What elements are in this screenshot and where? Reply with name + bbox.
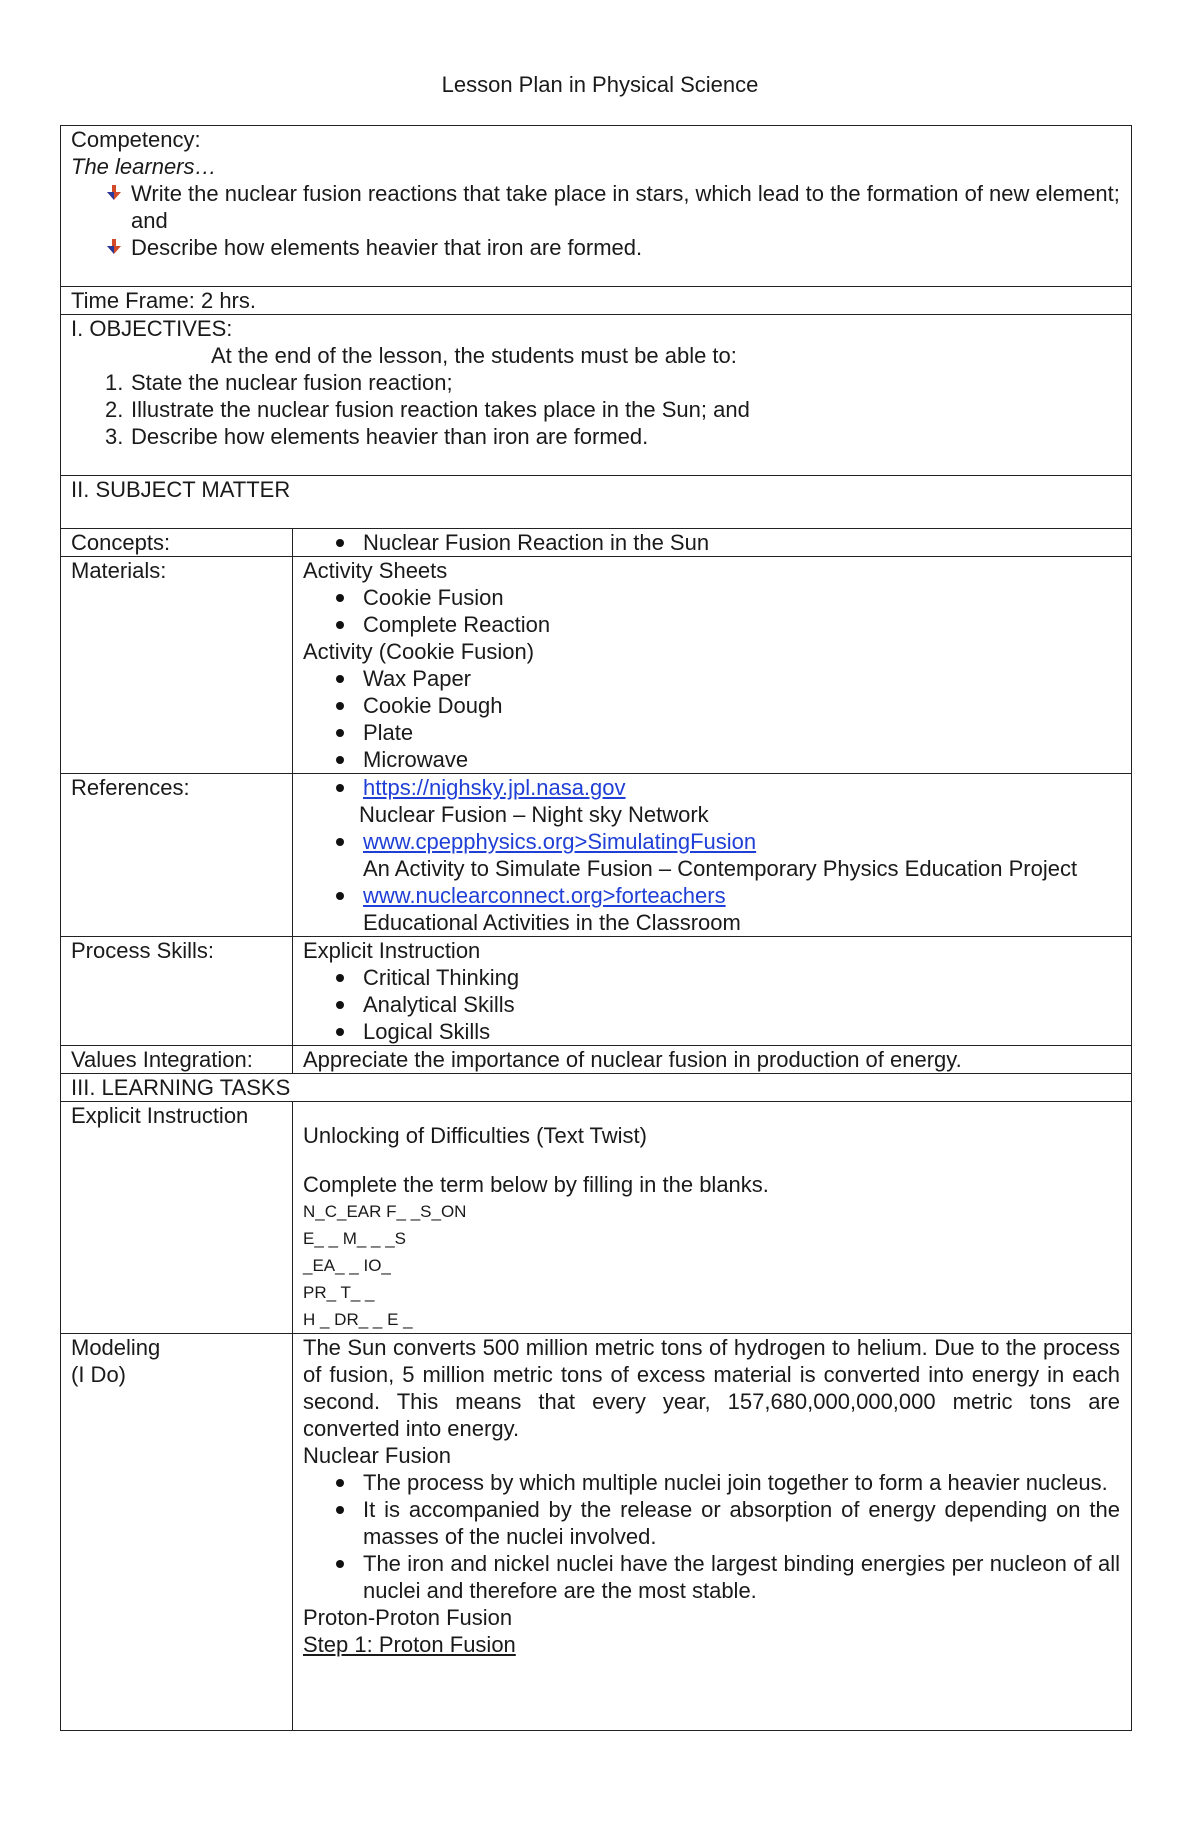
competency-item-1: Write the nuclear fusion reactions that take place in stars, which lead to the formation of new element; and: [131, 181, 1120, 233]
item-number: 3.: [105, 424, 124, 449]
reference-desc-2: An Activity to Simulate Fusion – Contemporary Physics Education Project: [363, 856, 1078, 881]
list-item: [71, 423, 1120, 450]
list-item: [303, 1469, 1120, 1496]
sheet-item: Cookie Fusion: [363, 585, 504, 610]
modeling-paragraph: The Sun converts 500 million metric tons of hydrogen to helium. Due to the process of fusion, 5 million metric tons of excess material is converted into energy in each second. This means that every year, 157,680,000,000,000 metric tons are converted into energy.: [303, 1335, 1120, 1441]
list-item: [71, 180, 1120, 234]
time-frame: Time Frame: 2 hrs.: [71, 288, 256, 313]
step1-heading: Step 1: Proton Fusion: [303, 1632, 516, 1657]
bullet-icon: [336, 675, 344, 683]
concepts-label: Concepts:: [71, 530, 171, 555]
values-row: [61, 1046, 1132, 1074]
concepts-row: [61, 529, 1132, 557]
term-5: H _ DR_ _ E _: [303, 1310, 413, 1329]
bullet-icon: [336, 1001, 344, 1009]
process-item: Critical Thinking: [363, 965, 520, 990]
activity-sheets-label: Activity Sheets: [303, 558, 448, 583]
process-list: [303, 964, 1120, 1045]
subject-matter-label: II. SUBJECT MATTER: [71, 477, 291, 502]
competency-row: [61, 126, 1132, 287]
bullet-icon: [336, 1560, 344, 1568]
term-2: E_ _ M_ _ _S: [303, 1229, 407, 1248]
materials-label: Materials:: [71, 558, 167, 583]
objectives-row: [61, 315, 1132, 476]
list-item: [303, 1496, 1120, 1550]
item-number: 1.: [105, 370, 124, 395]
references-list: [303, 828, 1120, 855]
bullet-icon: [336, 621, 344, 629]
bullet-icon: [336, 539, 344, 547]
bullet-icon: [336, 838, 344, 846]
objectives-label: I. OBJECTIVES:: [71, 316, 233, 341]
document-title: Lesson Plan in Physical Science: [441, 72, 759, 97]
list-item: [71, 234, 1120, 261]
objective-text: Illustrate the nuclear fusion reaction takes place in the Sun; and: [131, 397, 750, 422]
values-text: Appreciate the importance of nuclear fusion in production of energy.: [303, 1047, 962, 1072]
time-frame-row: [61, 287, 1132, 315]
objectives-list: [71, 369, 1120, 450]
reference-link-2[interactable]: www.cpepphysics.org>SimulatingFusion: [363, 829, 757, 854]
arrow-down-bullet-icon: [105, 184, 123, 202]
list-item: [303, 828, 1120, 855]
concepts-list: [303, 529, 1120, 556]
process-skills-label: Process Skills:: [71, 938, 215, 963]
complete-instruction: Complete the term below by filling in the blanks.: [303, 1172, 769, 1197]
list-item: [303, 746, 1120, 773]
materials-row: [61, 557, 1132, 774]
list-item: [303, 584, 1120, 611]
process-item: Logical Skills: [363, 1019, 491, 1044]
objective-text: Describe how elements heavier than iron are formed.: [131, 424, 649, 449]
activity-item: Microwave: [363, 747, 469, 772]
list-item: [303, 991, 1120, 1018]
values-label: Values Integration:: [71, 1047, 253, 1072]
learning-tasks-row: [61, 1074, 1132, 1102]
term-1: N_C_EAR F_ _S_ON: [303, 1202, 467, 1221]
list-item: [303, 774, 1120, 801]
activity-item: Wax Paper: [363, 666, 472, 691]
activity-item: Plate: [363, 720, 414, 745]
modeling-row: [61, 1334, 1132, 1731]
fusion-list: [303, 1469, 1120, 1604]
bullet-icon: [336, 1028, 344, 1036]
activity-label: Activity (Cookie Fusion): [303, 639, 535, 664]
list-item: [303, 964, 1120, 991]
references-label: References:: [71, 775, 190, 800]
fusion-point: The process by which multiple nuclei join together to form a heavier nucleus.: [363, 1470, 1108, 1495]
list-item: [71, 396, 1120, 423]
list-item: [303, 692, 1120, 719]
arrow-down-bullet-icon: [105, 238, 123, 256]
competency-list: [71, 180, 1120, 261]
bullet-icon: [336, 784, 344, 792]
list-item: [303, 529, 1120, 556]
list-item: [303, 882, 1120, 909]
reference-link-1[interactable]: https://nighsky.jpl.nasa.gov: [363, 775, 626, 800]
bullet-icon: [336, 702, 344, 710]
modeling-label: Modeling: [71, 1335, 161, 1360]
fusion-point: The iron and nickel nuclei have the largest binding energies per nucleon of all nuclei and therefore are the most stable.: [363, 1551, 1120, 1603]
references-list: [303, 882, 1120, 909]
bullet-icon: [336, 974, 344, 982]
unlocking-heading: Unlocking of Difficulties (Text Twist): [303, 1123, 647, 1148]
objective-text: State the nuclear fusion reaction;: [131, 370, 453, 395]
list-item: [303, 665, 1120, 692]
fusion-point: It is accompanied by the release or absorption of energy depending on the masses of the nuclei involved.: [363, 1497, 1120, 1549]
subject-matter-row: [61, 476, 1132, 529]
bullet-icon: [336, 729, 344, 737]
pp-fusion-heading: Proton-Proton Fusion: [303, 1605, 513, 1630]
objectives-intro: At the end of the lesson, the students must be able to:: [211, 343, 737, 368]
bullet-icon: [336, 1479, 344, 1487]
process-item: Analytical Skills: [363, 992, 515, 1017]
list-item: [71, 369, 1120, 396]
sheet-item: Complete Reaction: [363, 612, 551, 637]
term-3: _EA_ _ IO_: [303, 1256, 391, 1275]
references-row: [61, 774, 1132, 937]
bullet-icon: [336, 1506, 344, 1514]
process-skills-row: [61, 937, 1132, 1046]
bullet-icon: [336, 892, 344, 900]
list-item: [303, 1550, 1120, 1604]
term-4: PR_ T_ _: [303, 1283, 375, 1302]
activity-list: [303, 665, 1120, 773]
nuclear-fusion-heading: Nuclear Fusion: [303, 1443, 451, 1468]
explicit-instruction-row: [61, 1102, 1132, 1334]
reference-desc-3: Educational Activities in the Classroom: [363, 910, 741, 935]
reference-link-3[interactable]: www.nuclearconnect.org>forteachers: [363, 883, 726, 908]
modeling-sub: (I Do): [71, 1362, 126, 1387]
concept-text: Nuclear Fusion Reaction in the Sun: [363, 530, 710, 555]
process-head: Explicit Instruction: [303, 938, 481, 963]
list-item: [303, 611, 1120, 638]
references-list: [303, 774, 1120, 801]
learners-label: The learners…: [71, 154, 217, 179]
reference-desc-1: Nuclear Fusion – Night sky Network: [359, 802, 709, 827]
explicit-label: Explicit Instruction: [71, 1103, 249, 1128]
list-item: [303, 719, 1120, 746]
competency-item-2: Describe how elements heavier that iron are formed.: [131, 235, 643, 260]
sheets-list: [303, 584, 1120, 638]
bullet-icon: [336, 756, 344, 764]
list-item: [303, 1018, 1120, 1045]
item-number: 2.: [105, 397, 124, 422]
competency-label: Competency:: [71, 127, 201, 152]
learning-tasks-label: III. LEARNING TASKS: [71, 1075, 291, 1100]
activity-item: Cookie Dough: [363, 693, 503, 718]
lesson-plan-table: [60, 125, 1132, 1731]
bullet-icon: [336, 594, 344, 602]
